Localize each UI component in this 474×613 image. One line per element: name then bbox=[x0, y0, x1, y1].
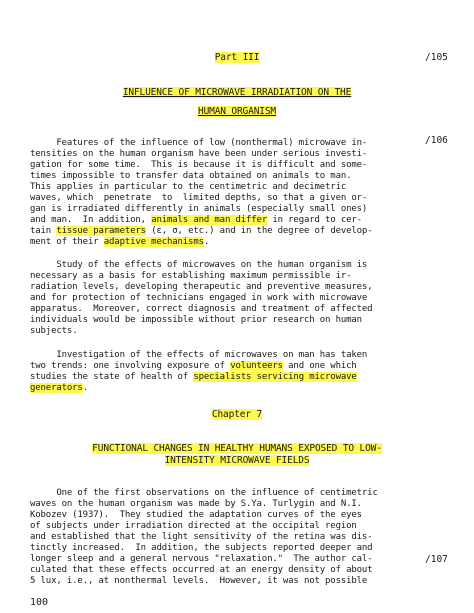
para2-line: apparatus. Moreover, correct diagnosis and treatment of affected bbox=[30, 304, 373, 314]
highlight-adaptive-mechanisms: adaptive mechanisms bbox=[103, 237, 204, 247]
para4-line: longer sleep and a general nervous "relaxation." The author cal- bbox=[30, 554, 373, 564]
para1-line: This applies in particular to the centimetric and decimetric bbox=[30, 182, 347, 192]
para2-line: individuals would be impossible without prior research on human bbox=[30, 315, 362, 325]
para4-line: culated that these effects occurred at an energy density of about bbox=[30, 565, 373, 575]
margin-ref-106: /106 bbox=[425, 135, 448, 146]
para3-line: two trends: one involving exposure of volunteers and one which bbox=[30, 361, 357, 371]
para4-line: waves on the human organism was made by S.Ya. Turlygin and N.I. bbox=[30, 499, 362, 509]
highlight-tissue-parameters: tissue parameters bbox=[56, 226, 146, 236]
chapter-title-line-2: INTENSITY MICROWAVE FIELDS bbox=[164, 455, 310, 466]
para3-line: studies the state of health of specialists servicing microwave bbox=[30, 372, 357, 382]
para2-line: subjects. bbox=[30, 326, 78, 336]
para1-line: tain tissue parameters (ε, σ, etc.) and in the degree of develop- bbox=[30, 226, 373, 236]
para2-line: and for protection of technicians engaged in work with microwave bbox=[30, 293, 368, 303]
para3-line: generators. bbox=[30, 383, 88, 393]
highlight-generators: generators bbox=[30, 383, 83, 393]
para1-line: waves, which penetrate to limited depths, so that a given or- bbox=[30, 193, 368, 203]
para1-line: Features of the influence of low (nonthermal) microwave in- bbox=[30, 138, 368, 148]
para4-line: and established that the light sensitivity of the retina was dis- bbox=[30, 532, 373, 542]
para1-line: tensities on the human organism have been under serious investi- bbox=[30, 149, 368, 159]
para1-line: gation for some time. This is because it is difficult and some- bbox=[30, 160, 368, 170]
para1-line: and man. In addition, animals and man differ in regard to cer- bbox=[30, 215, 362, 225]
page-number: 100 bbox=[30, 597, 49, 608]
para2-line: radiation levels, developing therapeutic and preventive measures, bbox=[30, 282, 373, 292]
para2-line: Study of the effects of microwaves on the human organism is bbox=[30, 260, 368, 270]
highlight-specialists: specialists servicing microwave bbox=[193, 372, 357, 382]
para4-line: 5 lux, i.e., at nonthermal levels. However, it was not possible bbox=[30, 576, 368, 586]
highlight-volunteers: volunteers bbox=[230, 361, 283, 371]
para3-line: Investigation of the effects of microwaves on man has taken bbox=[30, 350, 368, 360]
part-title-line-2: HUMAN ORGANISM bbox=[198, 106, 276, 117]
para1-line: gan is irradiated differently in animals (especially small ones) bbox=[30, 204, 368, 214]
chapter-title-line-1: FUNCTIONAL CHANGES IN HEALTHY HUMANS EXPOSED TO LOW- bbox=[92, 443, 382, 454]
margin-ref-105: /105 bbox=[425, 52, 448, 63]
chapter-label: Chapter 7 bbox=[211, 409, 263, 420]
para4-line: tinctly increased. In addition, the subjects reported deeper and bbox=[30, 543, 373, 553]
part-label: Part III bbox=[214, 52, 260, 63]
para4-line: One of the first observations on the influence of centimetric bbox=[30, 488, 378, 498]
para4-line: of subjects under irradiation directed at the occipital region bbox=[30, 521, 357, 531]
margin-ref-107: /107 bbox=[425, 554, 448, 565]
highlight-animals-man-differ: animals and man differ bbox=[151, 215, 268, 225]
part-title-line-1: INFLUENCE OF MICROWAVE IRRADIATION ON THE bbox=[122, 87, 352, 98]
para4-line: Kobozev (1937). They studied the adaptation curves of the eyes bbox=[30, 510, 362, 520]
para1-line: times impossible to transfer data obtained on animals to man. bbox=[30, 171, 352, 181]
para2-line: necessary as a basis for establishing maximum permissible ir- bbox=[30, 271, 352, 281]
para1-line: ment of their adaptive mechanisms. bbox=[30, 237, 210, 247]
